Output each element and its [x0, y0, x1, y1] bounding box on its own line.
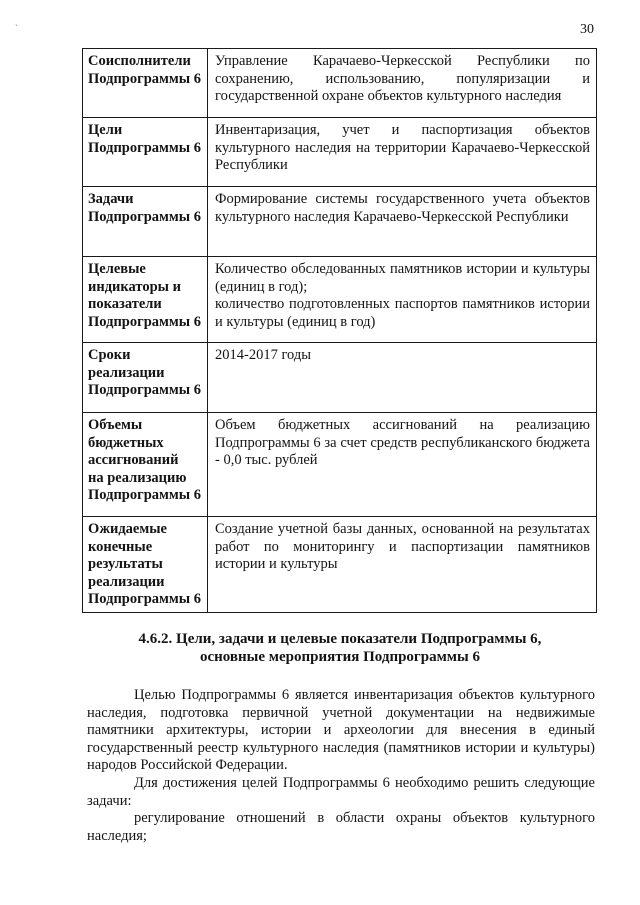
label-line: реализации: [88, 364, 165, 381]
value-text: Инвентаризация, учет и паспортизация объектов культурного наследия на территории Карачаево-Черкесской Республики: [215, 122, 590, 173]
label-line: бюджетных: [88, 434, 164, 451]
page-number: 30: [580, 22, 594, 37]
label-line: Подпрограммы 6: [88, 208, 201, 225]
label-line: Ожидаемые: [88, 521, 167, 537]
label-line: Соисполнители: [88, 53, 191, 69]
row-label-indicators: [83, 257, 208, 343]
paragraph-tasks-intro: Для достижения целей Подпрограммы 6 необходимо решить следующие задачи:: [87, 774, 595, 809]
label-line: индикаторы и: [88, 278, 181, 295]
table-row: [83, 343, 597, 413]
row-value-budget: [208, 413, 597, 517]
label-line: Целевые: [88, 261, 146, 277]
row-value-co-executors: [208, 49, 597, 118]
label-line: Задачи: [88, 191, 134, 207]
paragraph-task-item: регулирование отношений в области охраны объектов культурного наследия;: [87, 810, 595, 844]
value-text: Создание учетной базы данных, основанной на результатах работ по мониторингу и паспортизации памятников истории и культуры: [215, 521, 590, 572]
value-text: Управление Карачаево-Черкесской Республики по сохранению, использованию, популяризации и государственной охране объектов культурного наследия: [215, 53, 590, 104]
label-line: Подпрограммы 6: [88, 487, 201, 503]
label-line: конечные: [88, 538, 153, 555]
row-label-budget: [83, 413, 208, 517]
label-line: Подпрограммы 6: [88, 70, 201, 87]
label-line: результаты: [88, 556, 163, 572]
row-value-goals: [208, 118, 597, 187]
value-text: Количество обследованных памятников истории и культуры (единиц в год);: [215, 261, 590, 295]
label-line: Сроки: [88, 347, 131, 363]
label-line: реализации: [88, 573, 165, 590]
value-text: Объем бюджетных ассигнований на реализацию Подпрограммы 6 за счет средств республиканского бюджета - 0,0 тыс. рублей: [215, 417, 590, 468]
row-label-co-executors: [83, 49, 208, 118]
table-row: [83, 49, 597, 118]
row-value-indicators: [208, 257, 597, 343]
table-row: [83, 517, 597, 613]
section-heading: [110, 630, 570, 666]
value-text: количество подготовленных паспортов памятников истории и культуры (единиц в год): [215, 296, 590, 330]
subprogram-passport-table: [82, 48, 597, 613]
row-label-tasks: [83, 187, 208, 257]
heading-line: 4.6.2. Цели, задачи и целевые показатели Подпрограммы 6,: [138, 631, 542, 647]
label-line: Объемы: [88, 417, 143, 433]
row-label-expected-results: [83, 517, 208, 613]
label-line: Подпрограммы 6: [88, 382, 201, 398]
paragraph-goal: Целью Подпрограммы 6 является инвентаризация объектов культурного наследия, подготовка первичной учетной документации на недвижимые памятники архитектуры, истории и археологии для внесения в единый государственный реестр культурного наследия (памятников истории и культуры) народов Российской Федерации.: [87, 687, 595, 774]
label-line: Подпрограммы 6: [88, 139, 201, 156]
row-value-timeframe: [208, 343, 597, 413]
label-line: Подпрограммы 6: [88, 313, 201, 330]
heading-line: основные мероприятия Подпрограммы 6: [200, 649, 480, 665]
table-row: [83, 257, 597, 343]
label-line: Цели: [88, 122, 123, 138]
label-line: на реализацию: [88, 469, 187, 486]
value-text: 2014-2017 годы: [215, 347, 311, 363]
row-value-tasks: [208, 187, 597, 257]
table-row: [83, 118, 597, 187]
row-value-expected-results: [208, 517, 597, 613]
row-label-timeframe: [83, 343, 208, 413]
body-text: [87, 687, 595, 845]
label-line: показатели: [88, 296, 162, 312]
row-label-goals: [83, 118, 208, 187]
margin-mark: `: [15, 23, 18, 33]
table-row: [83, 413, 597, 517]
value-text: Формирование системы государственного учета объектов культурного наследия Карачаево-Черкесской Республики: [215, 191, 590, 225]
label-line: ассигнований: [88, 452, 179, 468]
table-row: [83, 187, 597, 257]
label-line: Подпрограммы 6: [88, 591, 201, 607]
